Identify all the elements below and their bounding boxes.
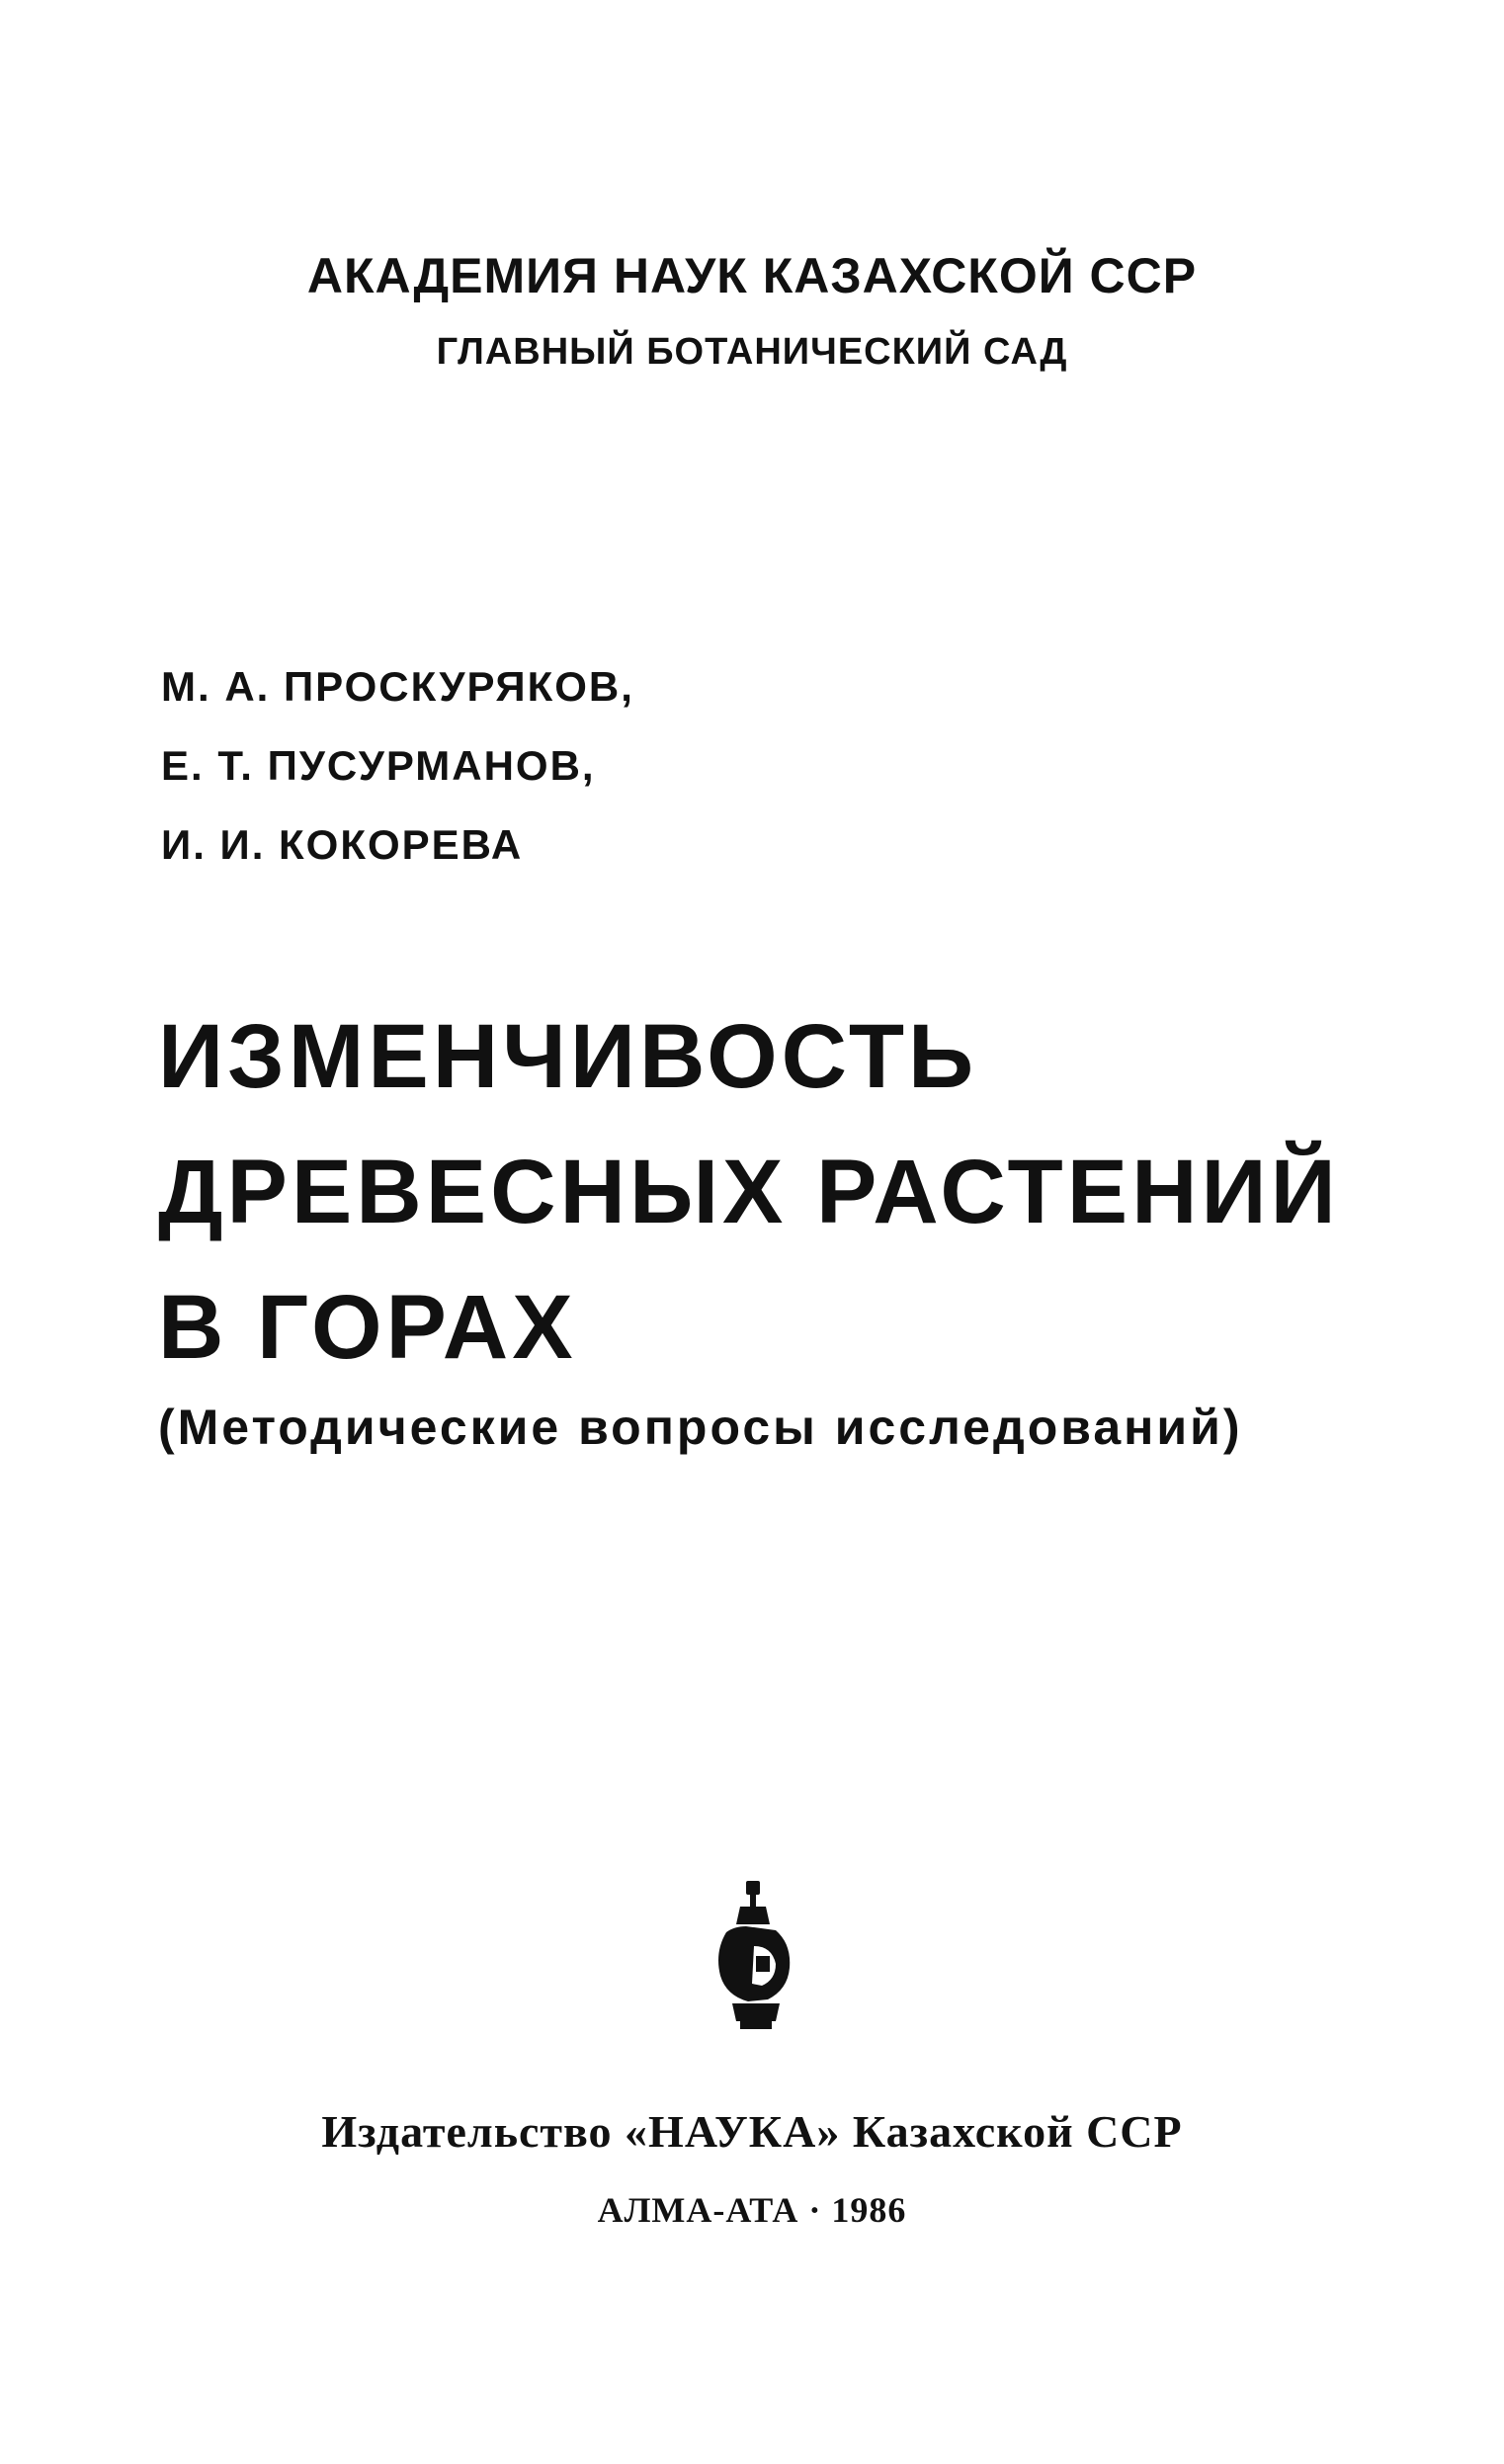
author-name: Е. Т. ПУСУРМАНОВ, [161, 742, 596, 789]
publication-place-year: АЛМА-АТА · 1986 [597, 2190, 907, 2230]
author-name: И. И. КОКОРЕВА [161, 821, 524, 868]
author-list [161, 647, 634, 885]
sub-organization-name: ГЛАВНЫЙ БОТАНИЧЕСКИЙ САД [436, 331, 1068, 373]
book-title-line: В ГОРАХ [158, 1277, 577, 1378]
book-title-line: ИЗМЕНЧИВОСТЬ [158, 1006, 978, 1107]
book-title [158, 998, 1340, 1404]
author-name: М. А. ПРОСКУРЯКОВ, [161, 663, 634, 710]
book-title-line: ДРЕВЕСНЫХ РАСТЕНИЙ [158, 1142, 1340, 1242]
book-subtitle: (Методические вопросы исследований) [158, 1400, 1243, 1455]
publisher-name: Издательство «НАУКА» Казахской ССР [321, 2106, 1183, 2157]
organization-name: АКАДЕМИЯ НАУК КАЗАХСКОЙ ССР [306, 248, 1198, 303]
publisher-emblem-icon [697, 1873, 805, 2041]
